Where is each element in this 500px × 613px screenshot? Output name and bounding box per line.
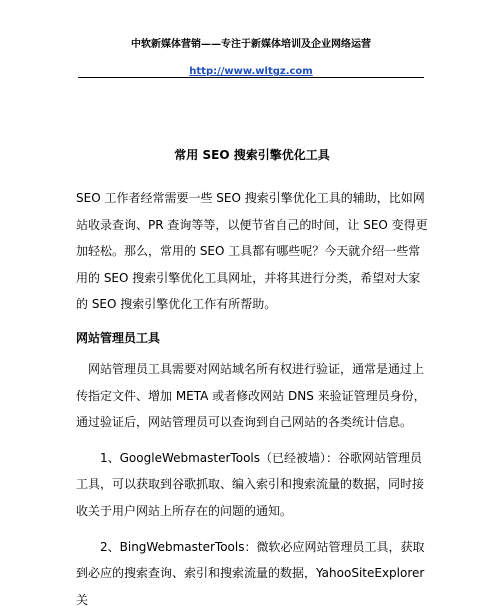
header-title: 中软新媒体营销——专注于新媒体培训及企业网络运营 bbox=[131, 39, 371, 50]
page-header bbox=[78, 38, 424, 79]
tool-item-google: 1、GoogleWebmasterTools（已经被墙）：谷歌网站管理员工具，可以获取到谷歌抓取、编入索引和搜索流量的数据，同时接收关于用户网站上所存在的问题的通知。 bbox=[76, 450, 425, 518]
header-divider bbox=[78, 77, 424, 78]
intro-paragraph: SEO 工作者经常需要一些 SEO 搜索引擎优化工具的辅助，比如网站收录查询、PR 查询等等，以便节省自己的时间，让 SEO 变得更加轻松。那么，常用的 SEO 工具都有哪些呢？今天就介绍一些常用的 SEO 搜索引擎优化工具网址，并将其进行分类，希望对大家的 SEO 搜索引擎优化工作有所帮助。 bbox=[76, 191, 428, 312]
section-heading: 网站管理员工具 bbox=[76, 330, 161, 345]
section-intro-paragraph: 网站管理员工具需要对网站域名所有权进行验证，通常是通过上传指定文件、增加 META 或者修改网站 DNS 来验证管理员身份，通过验证后，网站管理员可以查询到自己网站的各类统计信息。 bbox=[76, 361, 426, 430]
tool-item-bing: 2、BingWebmasterTools：微软必应网站管理员工具，获取到必应的搜索查询、索引和搜索流量的数据，YahooSiteExplorer 关 bbox=[76, 539, 425, 607]
website-link[interactable]: http://www.wltgz.com bbox=[189, 66, 313, 77]
document-title: 常用 SEO 搜索引擎优化工具 bbox=[174, 148, 330, 162]
document-body bbox=[76, 147, 428, 613]
